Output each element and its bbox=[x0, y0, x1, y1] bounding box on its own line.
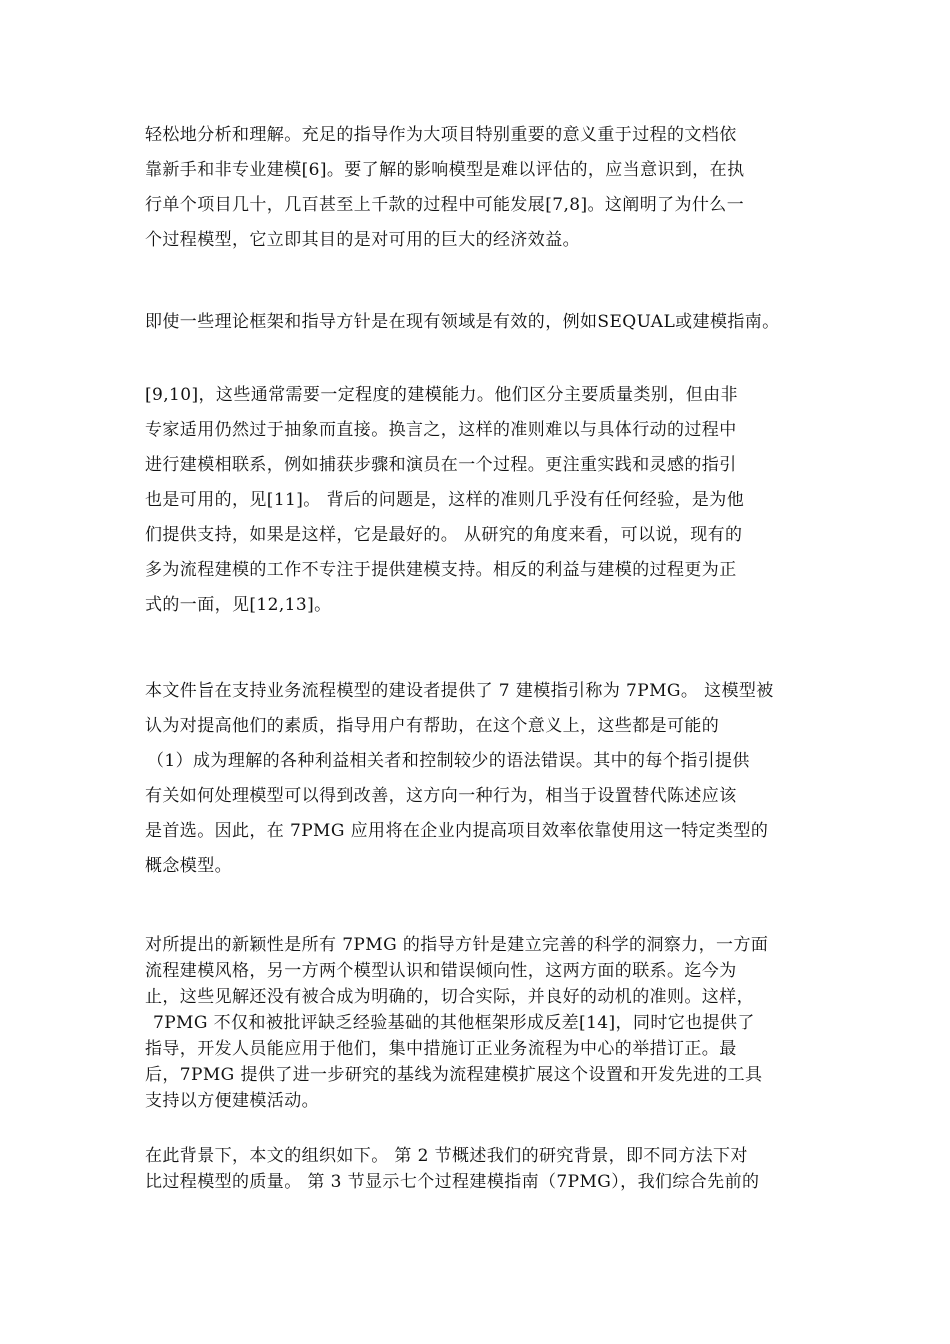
paragraph-line: 对所提出的新颖性是所有 7PMG 的指导方针是建立完善的科学的洞察力，一方面 bbox=[145, 935, 769, 955]
paragraph-line: 即使一些理论框架和指导方针是在现有领域是有效的，例如SEQUAL或建模指南。 bbox=[145, 312, 780, 332]
paragraph-line: 也是可用的，见[11]。 背后的问题是，这样的准则几乎没有任何经验，是为他 bbox=[145, 490, 745, 510]
paragraph-line: 进行建模相联系，例如捕获步骤和演员在一个过程。更注重实践和灵感的指引 bbox=[145, 455, 737, 475]
paragraph-line: [9,10]，这些通常需要一定程度的建模能力。他们区分主要质量类别，但由非 bbox=[145, 385, 738, 405]
paragraph-line: 指导，开发人员能应用于他们，集中措施订正业务流程为中心的举措订正。最 bbox=[145, 1039, 737, 1059]
paragraph-line: 式的一面，见[12,13]。 bbox=[145, 595, 332, 615]
paragraph-5 bbox=[145, 932, 825, 1114]
paragraph-4 bbox=[145, 674, 825, 884]
paragraph-line: 有关如何处理模型可以得到改善，这方向一种行为，相当于设置替代陈述应该 bbox=[145, 786, 737, 806]
paragraph-line: 支持以方便建模活动。 bbox=[145, 1091, 319, 1111]
paragraph-1 bbox=[145, 118, 825, 258]
paragraph-line: 轻松地分析和理解。充足的指导作为大项目特别重要的意义重于过程的文档依 bbox=[145, 125, 737, 145]
paragraph-line: 认为对提高他们的素质，指导用户有帮助，在这个意义上，这些都是可能的 bbox=[145, 716, 720, 736]
paragraph-line: 概念模型。 bbox=[145, 856, 232, 876]
paragraph-line: 在此背景下，本文的组织如下。 第 2 节概述我们的研究背景，即不同方法下对 bbox=[145, 1146, 748, 1166]
paragraph-line: 们提供支持，如果是这样，它是最好的。 从研究的角度来看，可以说，现有的 bbox=[145, 525, 743, 545]
paragraph-line: 流程建模风格，另一方两个模型认识和错误倾向性，这两方面的联系。迄今为 bbox=[145, 961, 737, 981]
paragraph-line: 多为流程建模的工作不专注于提供建模支持。相反的利益与建模的过程更为正 bbox=[145, 560, 737, 580]
paragraph-line: 是首选。因此，在 7PMG 应用将在企业内提高项目效率依靠使用这一特定类型的 bbox=[145, 821, 769, 841]
paragraph-line: 行单个项目几十，几百甚至上千款的过程中可能发展[7,8]。这阐明了为什么一 bbox=[145, 195, 745, 215]
paragraph-6 bbox=[145, 1143, 825, 1195]
paragraph-line: 止，这些见解还没有被合成为明确的，切合实际，并良好的动机的准则。这样， bbox=[145, 987, 754, 1007]
paragraph-line: 靠新手和非专业建模[6]。要了解的影响模型是难以评估的，应当意识到，在执 bbox=[145, 160, 745, 180]
paragraph-line: 本文件旨在支持业务流程模型的建设者提供了 7 建模指引称为 7PMG。 这模型被 bbox=[145, 681, 774, 701]
paragraph-line: 专家适用仍然过于抽象而直接。换言之，这样的准则难以与具体行动的过程中 bbox=[145, 420, 737, 440]
paragraph-line: 比过程模型的质量。 第 3 节显示七个过程建模指南（7PMG），我们综合先前的 bbox=[145, 1172, 760, 1192]
paragraph-3 bbox=[145, 378, 825, 623]
paragraph-line: （1）成为理解的各种利益相关者和控制较少的语法错误。其中的每个指引提供 bbox=[147, 751, 750, 771]
paragraph-line: 后，7PMG 提供了进一步研究的基线为流程建模扩展这个设置和开发先进的工具 bbox=[145, 1065, 763, 1085]
paragraph-line: 个过程模型，它立即其目的是对可用的巨大的经济效益。 bbox=[145, 230, 580, 250]
paragraph-2 bbox=[145, 305, 825, 340]
paragraph-line: 7PMG 不仅和被批评缺乏经验基础的其他框架形成反差[14]，同时它也提供了 bbox=[153, 1013, 755, 1033]
